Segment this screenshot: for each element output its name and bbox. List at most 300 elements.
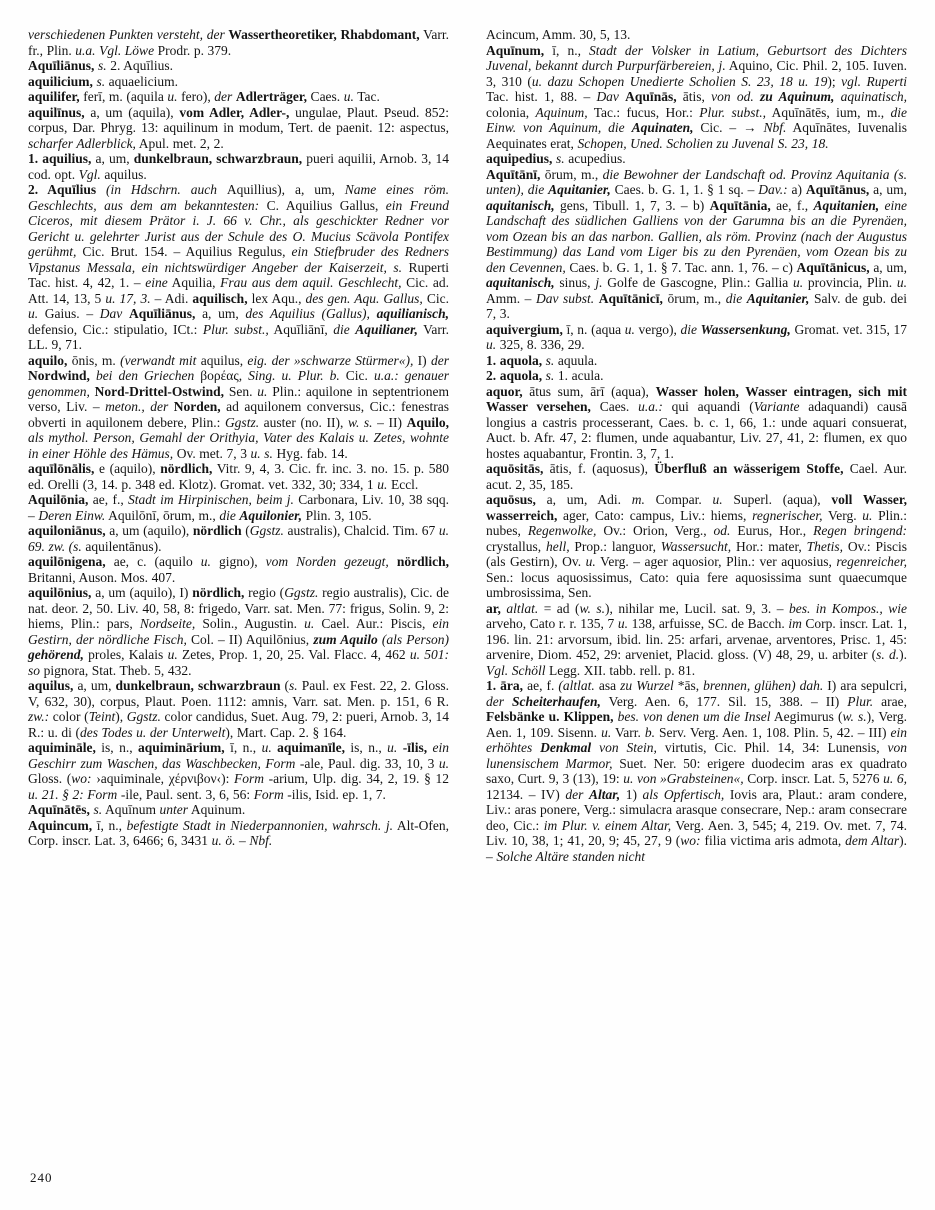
- text-run: Caes.: [306, 89, 344, 104]
- text-run: Iovis ara, Plaut.: aram condere, Liv.: aras ponere, Verg.: simulacra arasque consecrare, Nep.: aram consecrare deo, Cic.:: [486, 786, 908, 833]
- text-run: (altlat.: [558, 678, 595, 693]
- text-run: Aquilia,: [167, 275, 221, 290]
- text-run: Sing. u. Plur. b.: [248, 368, 340, 383]
- text-run: Frau aus dem aquil. Geschlecht,: [220, 275, 402, 290]
- text-run: zu Aquinum,: [759, 89, 835, 104]
- text-run: auster (no. II),: [259, 414, 348, 430]
- text-run: Caes. b. G. 1, 1. § 1 sq. –: [610, 182, 759, 197]
- text-run: Carbonara, Liv. 10, 38 sqq. –: [28, 492, 449, 523]
- text-run: (als Person): [381, 631, 449, 647]
- text-run: a, um,: [869, 182, 908, 197]
- text-run: aquiloniānus,: [28, 523, 106, 538]
- text-run: Corp. inscr. Lat. 1, 196. lin. 21: arvorsum, ibid. lin. 25: arfari, arvenae, arventores, Prisc. 1, 45: arvenire, Diom. 452, 29: arveniet, Placid. gloss. (V) 48, 29, u. arbiter (: [486, 616, 907, 662]
- text-run: gigno),: [210, 554, 266, 569]
- text-run: u.: [200, 554, 211, 569]
- text-run: ein Freund Ciceros, mit diesem Prätor i. J. 66 v. Chr., als geschickter Redner vor Gericht u. gelehrter Jurist aus der Schule des O. Mucius Scävola Pontifex gerühmt,: [28, 197, 449, 259]
- text-run: aquilus,: [200, 352, 244, 368]
- text-run: = ad (: [538, 600, 580, 616]
- text-run: u. dazu Schopen Unedierte Scholien S. 23, 18 u. 19: [531, 73, 828, 89]
- text-run: Aquīliānus,: [28, 58, 95, 73]
- text-run: wo:: [680, 833, 701, 848]
- text-run: – Adi.: [150, 290, 193, 306]
- text-run: bes. in Kompos., wie: [788, 600, 907, 616]
- text-run: Schopen, Uned. Scholien zu Juvenal S. 23, 18.: [577, 135, 829, 151]
- text-run: u. von »Grabsteinen«,: [623, 771, 744, 786]
- text-run: Aquīnātēs, ium, m.,: [766, 104, 891, 120]
- text-run: Aquītānus,: [805, 182, 870, 197]
- text-run: u.: [261, 740, 272, 755]
- text-run: arveho, Cato r. r. 135, 7: [486, 616, 618, 631]
- text-run: ), Mart. Cap. 2. § 164.: [225, 724, 347, 740]
- text-run: aquilicium,: [28, 73, 93, 89]
- text-run: Cael. Aur.: Piscis,: [314, 616, 433, 631]
- text-run: ar,: [486, 600, 501, 616]
- text-run: aquōsus,: [486, 492, 536, 507]
- dictionary-entry: [28, 818, 449, 849]
- text-run: von lunensischem Marmor,: [486, 740, 908, 771]
- text-run: Wassertheoretiker, Rhabdomant,: [228, 27, 420, 42]
- text-run: wo:: [71, 771, 92, 786]
- dictionary-entry: [28, 27, 449, 58]
- text-run: ), a, um,: [277, 182, 345, 197]
- text-run: [96, 182, 106, 197]
- text-run: virtutis, Cic. Phil. 14, 34: Lunensis,: [656, 740, 888, 755]
- text-run: –: [235, 833, 250, 848]
- text-run: u. ö.: [211, 833, 236, 848]
- text-run: Deren Einw.: [38, 507, 106, 523]
- text-run: u.a. Vgl. Löwe: [75, 42, 155, 58]
- text-run: Prodr. p. 379.: [154, 42, 232, 58]
- text-run: Plin. 3, 105.: [302, 507, 372, 523]
- text-run: u.: [167, 89, 178, 104]
- text-run: a, um (aquilo), I): [91, 585, 193, 600]
- text-run: aquilisch,: [192, 290, 248, 306]
- text-run: aquilīnus,: [28, 104, 85, 120]
- text-run: a, um (aquila),: [84, 104, 180, 120]
- text-run: arae,: [873, 693, 908, 709]
- text-run: ātus sum, ārī (aqua),: [522, 383, 656, 399]
- text-run: ›aquiminale, χέρνιβον‹):: [91, 771, 234, 786]
- text-run: u. 69. zw. (s.: [28, 523, 449, 554]
- text-run: im Plur. v. einem Altar,: [543, 817, 672, 833]
- dictionary-entry: [28, 461, 449, 492]
- text-run: befestigte Stadt in Niederpannonien, wahrsch. j.: [126, 817, 393, 833]
- text-run: Thetis,: [806, 538, 844, 554]
- text-run: Sen.: [224, 383, 258, 399]
- text-run: Plur. subst.,: [202, 321, 269, 337]
- text-run: vgl. Ruperti: [841, 73, 907, 89]
- text-run: pignora, Stat. Theb. 5, 432.: [40, 662, 192, 678]
- text-run: Regen bringend:: [813, 523, 907, 538]
- text-run: Regenwolke,: [527, 523, 597, 538]
- text-run: Varr. fr., Plin.: [28, 27, 449, 58]
- text-run: des Aquilius (Gallus),: [245, 306, 377, 321]
- dictionary-entry: [486, 384, 907, 462]
- text-run: Variante: [753, 399, 800, 414]
- dictionary-entry: [486, 353, 907, 369]
- text-run: Verg. Aen. 6, 177. Sil. 15, 388. – II): [600, 693, 848, 709]
- text-run: u.: [28, 306, 39, 321]
- text-run: regnerischer,: [752, 507, 823, 523]
- text-run: aquitanisch,: [486, 197, 555, 213]
- text-run: 1. acula.: [554, 368, 604, 383]
- text-run: u.: [167, 647, 178, 662]
- text-run: aquaelicium.: [105, 73, 179, 89]
- text-run: Serv. Verg. Aen. 1, 108. Plin. 5, 42. – III): [654, 724, 891, 740]
- dictionary-entry: [28, 585, 449, 678]
- text-run: brennen, glühen) dah.: [703, 678, 824, 693]
- text-run: der: [486, 693, 512, 709]
- text-run: Gloss. (: [28, 771, 72, 786]
- text-run: lex Aqu.,: [247, 290, 306, 306]
- text-run: aquilo,: [28, 352, 68, 368]
- text-run: Aquinum.: [188, 802, 246, 817]
- text-run: zw.:: [28, 709, 50, 724]
- text-run: Gaius. –: [38, 306, 100, 321]
- text-run: aquīlōnālis,: [28, 461, 95, 476]
- text-run: verschiedenen Punkten versteht, der: [28, 27, 229, 42]
- text-run: als mythol. Person, Gemahl der Orithyia, Vater des Kalais u. Zetes, wohnte in einer Höhle des Hämus,: [28, 430, 449, 461]
- text-run: Acincum, Amm. 30, 5, 13.: [486, 27, 631, 42]
- text-run: I) ara sepulcri,: [823, 678, 907, 693]
- text-run: Aquino, Cic. Phil. 2, 105. Iuven. 3, 310 (: [486, 58, 908, 89]
- text-run: Ggstz.: [284, 585, 319, 600]
- text-run: ager, Cato: campus, Liv.: hiems,: [557, 507, 753, 523]
- text-run: vergo),: [634, 321, 681, 337]
- text-run: die: [333, 321, 356, 337]
- text-run: Plin.: nubes,: [486, 507, 907, 538]
- text-run: s.: [556, 151, 565, 166]
- text-run: u.a.: genauer genommen,: [28, 368, 449, 399]
- text-run: Aquitanier,: [746, 290, 810, 306]
- text-run: Stadt der Volsker in Latium, Geburtsort des Dichters Juvenal, bekannt durch Purpurfärbereien, j.: [486, 42, 908, 73]
- text-run: zum Aquilo: [313, 631, 378, 647]
- text-run: 2. Aquīlius.: [106, 58, 174, 73]
- text-run: nördlich: [192, 523, 242, 538]
- dictionary-entry: [486, 461, 907, 492]
- text-run: aquōsitās,: [486, 461, 544, 476]
- text-run: Gromat. vet. 315, 17: [790, 321, 908, 337]
- text-run: Überfluß an wässerigem Stoffe,: [654, 461, 844, 476]
- text-run: bei den Griechen: [95, 368, 195, 383]
- dictionary-entry: [28, 554, 449, 585]
- text-run: aquilōnius,: [28, 585, 92, 600]
- text-run: w. s.: [347, 414, 373, 430]
- text-run: Tac. hist. 1, 88. –: [486, 89, 597, 104]
- text-run: Salv. de gub. dei 7, 3.: [486, 290, 907, 321]
- dictionary-entry: [28, 740, 449, 802]
- text-run: color (: [49, 709, 89, 724]
- text-run: des gen. Aqu. Gallus,: [305, 290, 423, 306]
- text-run: a, um,: [73, 678, 116, 693]
- text-run: I): [413, 352, 431, 368]
- text-run: aquipedius,: [486, 151, 553, 166]
- text-run: Legg. XII. tabb. rell. p. 81.: [545, 662, 696, 678]
- text-run: Apul. met. 2, 2.: [135, 135, 224, 151]
- text-run: altlat.: [506, 600, 539, 616]
- text-run: j.: [595, 275, 603, 290]
- text-run: Aquinaten,: [631, 120, 694, 135]
- dictionary-entry: [486, 601, 907, 679]
- text-run: regio australis), Cic. de nat. deor. 2, 50. Liv. 40, 58, 8: frigedo, Varr. sat. Men. 77: frigus, Solin. 9, 2: hiems, Plin.: pars,: [28, 585, 450, 631]
- text-run: ungulae, Plaut. Pseud. 852: corpus, Dar. Phryg. 13: aquilinum in modum, Tert. de paenit. 12: aspectus,: [28, 104, 449, 135]
- text-run: 138, arfuisse, SC. de Bacch.: [627, 616, 789, 631]
- text-run: pueri aquilii, Arnob. 3, 14 cod. opt.: [28, 151, 449, 182]
- text-run: [122, 306, 129, 321]
- text-run: Col. – II) Aquilōnius,: [186, 631, 314, 647]
- text-run: Caes. b. G. 1, 1. § 7. Tac. ann. 1, 76. – c): [565, 259, 797, 275]
- text-run: Ruperti Tac. hist. 4, 42, 1. –: [28, 259, 449, 290]
- text-run: Aquītānicus,: [796, 259, 870, 275]
- text-run: Cic. ad. Att. 14, 13, 5: [28, 275, 449, 306]
- text-run: von od.: [711, 89, 760, 104]
- text-run: aquitanisch,: [486, 275, 555, 290]
- text-run: is, n.,: [345, 740, 388, 755]
- text-run: defensio, Cic.: stipulatio, ICt.:: [28, 321, 203, 337]
- text-run: );: [827, 73, 842, 89]
- dictionary-entry: [28, 353, 449, 462]
- text-run: aquilianisch,: [376, 306, 449, 321]
- text-run: s.: [96, 73, 106, 89]
- dictionary-entry: [486, 167, 907, 322]
- text-run: Hor.: mater,: [731, 538, 807, 554]
- text-run: die: [680, 321, 701, 337]
- text-run: b.: [644, 724, 655, 740]
- text-run: Aquītānī,: [486, 166, 541, 182]
- text-run: Aquīnātēs,: [28, 802, 90, 817]
- text-run: Britanni, Auson. Mos. 407.: [28, 569, 176, 585]
- text-run: Sen.: locus aquosissimus, Cato: quia fere aquosissima sunt quaecumque umbrosissima, Sen.: [486, 569, 907, 600]
- text-run: Plur.: [847, 693, 874, 709]
- text-run: Vgl. Schöll: [486, 662, 546, 678]
- text-run: australis), Chalcid. Tim. 67: [283, 523, 439, 538]
- text-run: ein erhöhtes: [486, 724, 907, 755]
- text-run: (in Hdschrn. auch: [106, 182, 227, 197]
- text-run: w. s.: [579, 600, 605, 616]
- text-run: dem Altar: [845, 833, 900, 848]
- text-run: ōnis, m.: [67, 352, 121, 368]
- text-run: C. Aquilius Gallus,: [259, 197, 386, 213]
- text-run: Aquilianer,: [355, 321, 418, 337]
- text-run: Cic.: [339, 368, 374, 383]
- text-run: Wasser holen, Wasser eintragen, sich mit Wasser versehen,: [486, 383, 907, 414]
- text-run: filia victima aris admota,: [700, 833, 846, 848]
- text-run: Aquilōnia,: [28, 492, 89, 507]
- text-run: sinus,: [554, 275, 596, 290]
- text-run: von Stein,: [591, 740, 657, 755]
- text-run: crystallus,: [486, 538, 546, 554]
- text-run: Ov. met. 7, 3: [173, 445, 251, 461]
- text-run: u. 17, 3.: [105, 290, 151, 306]
- text-run: unter: [159, 802, 189, 817]
- text-run: w. s.: [842, 709, 867, 724]
- text-run: u.: [387, 740, 398, 755]
- text-run: -īlis,: [402, 740, 428, 755]
- text-run: s.: [98, 58, 107, 73]
- text-run: Nordwind,: [28, 368, 90, 383]
- text-run: ae, f.,: [770, 197, 814, 213]
- text-run: a, um (aquilo),: [105, 523, 193, 538]
- text-run: Aquincum,: [28, 817, 93, 833]
- text-run: dunkelbraun, schwarzbraun,: [133, 151, 303, 166]
- text-run: u.: [343, 89, 354, 104]
- text-run: Adlerträger,: [235, 89, 307, 104]
- text-run: regio (: [244, 585, 285, 600]
- text-run: aquinatisch,: [840, 89, 907, 104]
- text-run: ).: [899, 647, 907, 662]
- text-run: Aquīnās,: [625, 89, 677, 104]
- text-run: nördlich,: [160, 461, 213, 476]
- text-run: aquilus,: [28, 678, 74, 693]
- text-run: u.: [617, 616, 628, 631]
- dictionary-entry: [28, 492, 449, 523]
- text-run: ), Verg. Aen. 1, 109. Sisenn.: [486, 709, 907, 740]
- text-run: Plur. subst.,: [699, 104, 767, 120]
- text-run: Verg. – ager aquosior, Plin.: ver aquosius,: [595, 554, 837, 569]
- dictionary-entry: [486, 678, 907, 864]
- text-run: s.: [289, 678, 298, 693]
- text-run: s.: [545, 352, 555, 368]
- text-run: als Opfertisch,: [642, 786, 725, 802]
- text-run: 1): [620, 786, 643, 802]
- text-run: aquilōnigena,: [28, 554, 106, 569]
- text-run: Cael. Aur. acut. 2, 35, 185.: [486, 461, 907, 492]
- text-run: ), nihilar me, Lucil. sat. 9, 3. –: [605, 600, 789, 616]
- text-run: hell,: [545, 538, 570, 554]
- dictionary-entry: [28, 74, 449, 90]
- dictionary-entry: [486, 492, 907, 601]
- text-run: s.: [93, 802, 103, 817]
- text-run: gens, Tibull. 1, 7, 3. – b): [554, 197, 710, 213]
- text-run: Vgl.: [78, 166, 101, 182]
- text-run: Aquīliānus,: [128, 306, 196, 321]
- text-run: ). –: [486, 833, 907, 864]
- text-run: Aquītānicī,: [598, 290, 663, 306]
- text-run: a, um,: [195, 306, 246, 321]
- text-run: s. d.: [876, 647, 900, 662]
- text-run: – II): [372, 414, 407, 430]
- text-run: Zetes, Prop. 1, 20, 25. Val. Flacc. 4, 462: [177, 647, 410, 662]
- text-run: Suet. Ner. 50: erigere duodecim aras ex quadrato saxo, Curt. 9, 3 (13), 19:: [486, 755, 907, 786]
- text-run: Dav.:: [758, 182, 788, 197]
- text-run: ī, n. (aqua: [562, 321, 625, 337]
- text-run: Aquilo,: [406, 414, 449, 430]
- text-run: Plin.: aquilone in septentrionem verso, Liv. –: [28, 383, 449, 414]
- text-run: eig. der »schwarze Stürmer«),: [243, 352, 414, 368]
- column-right: [486, 27, 907, 864]
- text-run: provincia, Plin.: [803, 275, 897, 290]
- text-run: aquivergium,: [486, 321, 563, 337]
- text-run: zu Wurzel: [620, 678, 674, 693]
- text-run: Amm. –: [486, 290, 536, 306]
- text-run: u.: [601, 724, 612, 740]
- text-run: eine: [145, 275, 168, 290]
- text-run: bes. von denen um die Insel: [617, 709, 771, 724]
- text-run: color candidus, Suet. Aug. 79, 2: pueri, Arnob. 3, 14 R.: u. di (: [28, 709, 449, 740]
- text-run: ),: [115, 709, 127, 724]
- dictionary-entry: [486, 151, 907, 167]
- text-run: 1. aquilius,: [28, 151, 92, 166]
- text-run: Norden,: [173, 399, 221, 414]
- text-run: u. 21. § 2: Form: [28, 786, 118, 802]
- text-run: die: [725, 290, 747, 306]
- text-run: der: [430, 352, 449, 368]
- text-run: Cic. Brut. 154. – Aquilius Regulus,: [76, 244, 292, 259]
- text-run: ein Gestirn, der nördliche Fisch,: [28, 616, 449, 647]
- text-run: Aegimurus (: [770, 709, 843, 724]
- text-run: Solin., Augustin.: [195, 616, 305, 631]
- text-run: die: [219, 507, 240, 523]
- text-run: ferī, m. (aquila: [79, 89, 168, 104]
- text-run: Ov.: Orion, Verg.,: [596, 523, 714, 538]
- text-run: 1. āra,: [486, 678, 524, 693]
- text-run: aquor,: [486, 383, 523, 399]
- text-run: ātis,: [676, 89, 712, 104]
- dictionary-entry: [28, 802, 449, 818]
- dictionary-entry: [28, 58, 449, 74]
- text-run: -ile, Paul. sent. 3, 6, 56:: [117, 786, 254, 802]
- text-run: Wassersucht,: [660, 538, 732, 554]
- text-run: ein Geschirr zum Waschen, das Waschbecken, Form: [28, 740, 450, 771]
- text-run: -ale, Paul. dig. 33, 10, 3: [295, 755, 439, 771]
- text-run: od.: [713, 523, 731, 538]
- text-run: u.: [585, 554, 596, 569]
- text-run: asa: [594, 678, 621, 693]
- text-run: (: [280, 678, 290, 693]
- text-run: ae, c. (aquilo: [105, 554, 201, 569]
- text-run: scharfer Adlerblick,: [28, 135, 136, 151]
- text-run: Compar.: [644, 492, 713, 507]
- text-run: e (aquilo),: [94, 461, 161, 476]
- text-run: Eurus, Hor.,: [730, 523, 814, 538]
- text-run: Aquīnum,: [486, 42, 545, 58]
- text-run: Aquilōnī, ōrum, m.,: [105, 507, 220, 523]
- text-run: aquilentānus).: [81, 538, 162, 554]
- text-run: u.a.:: [638, 399, 663, 414]
- text-run: ae, f.,: [88, 492, 129, 507]
- text-run: ae, f.: [523, 678, 559, 693]
- dictionary-entry: [28, 151, 449, 182]
- text-run: Form: [233, 771, 264, 786]
- text-run: a, um,: [869, 259, 907, 275]
- page-number: 240: [30, 1170, 53, 1185]
- text-run: Ggstz.: [249, 523, 284, 538]
- text-run: *ās,: [673, 678, 704, 693]
- text-run: u.: [438, 755, 450, 771]
- text-run: ōrum, m.,: [540, 166, 603, 182]
- text-run: Caes.: [590, 399, 639, 414]
- text-run: u.: [896, 275, 907, 290]
- text-run: 2. Aquīlius: [28, 182, 97, 197]
- text-run: u.: [792, 275, 804, 290]
- text-run: ad aquilonem conversus, Cic.: fenestras obverti in aquilonem debere, Plin.:: [28, 399, 449, 430]
- text-run: ōrum, m.,: [662, 290, 726, 306]
- text-run: u.: [624, 321, 635, 337]
- text-run: Tac.: fucus, Hor.:: [587, 104, 700, 120]
- text-run: is, n.,: [95, 740, 139, 755]
- text-run: a, um,: [91, 151, 134, 166]
- text-run: Varr. LL. 9, 71.: [28, 321, 449, 352]
- dictionary-entry: [486, 322, 907, 353]
- text-run: meton., der: [105, 399, 174, 414]
- text-run: u.: [377, 476, 388, 492]
- text-run: Prop.: languor,: [569, 538, 661, 554]
- text-run: dunkelbraun, schwarzbraun: [115, 678, 281, 693]
- text-run: nördlich,: [192, 585, 245, 600]
- text-run: Aquillius: [226, 182, 278, 197]
- text-run: (verwandt mit: [120, 352, 201, 368]
- text-run: Verg.: [822, 507, 863, 523]
